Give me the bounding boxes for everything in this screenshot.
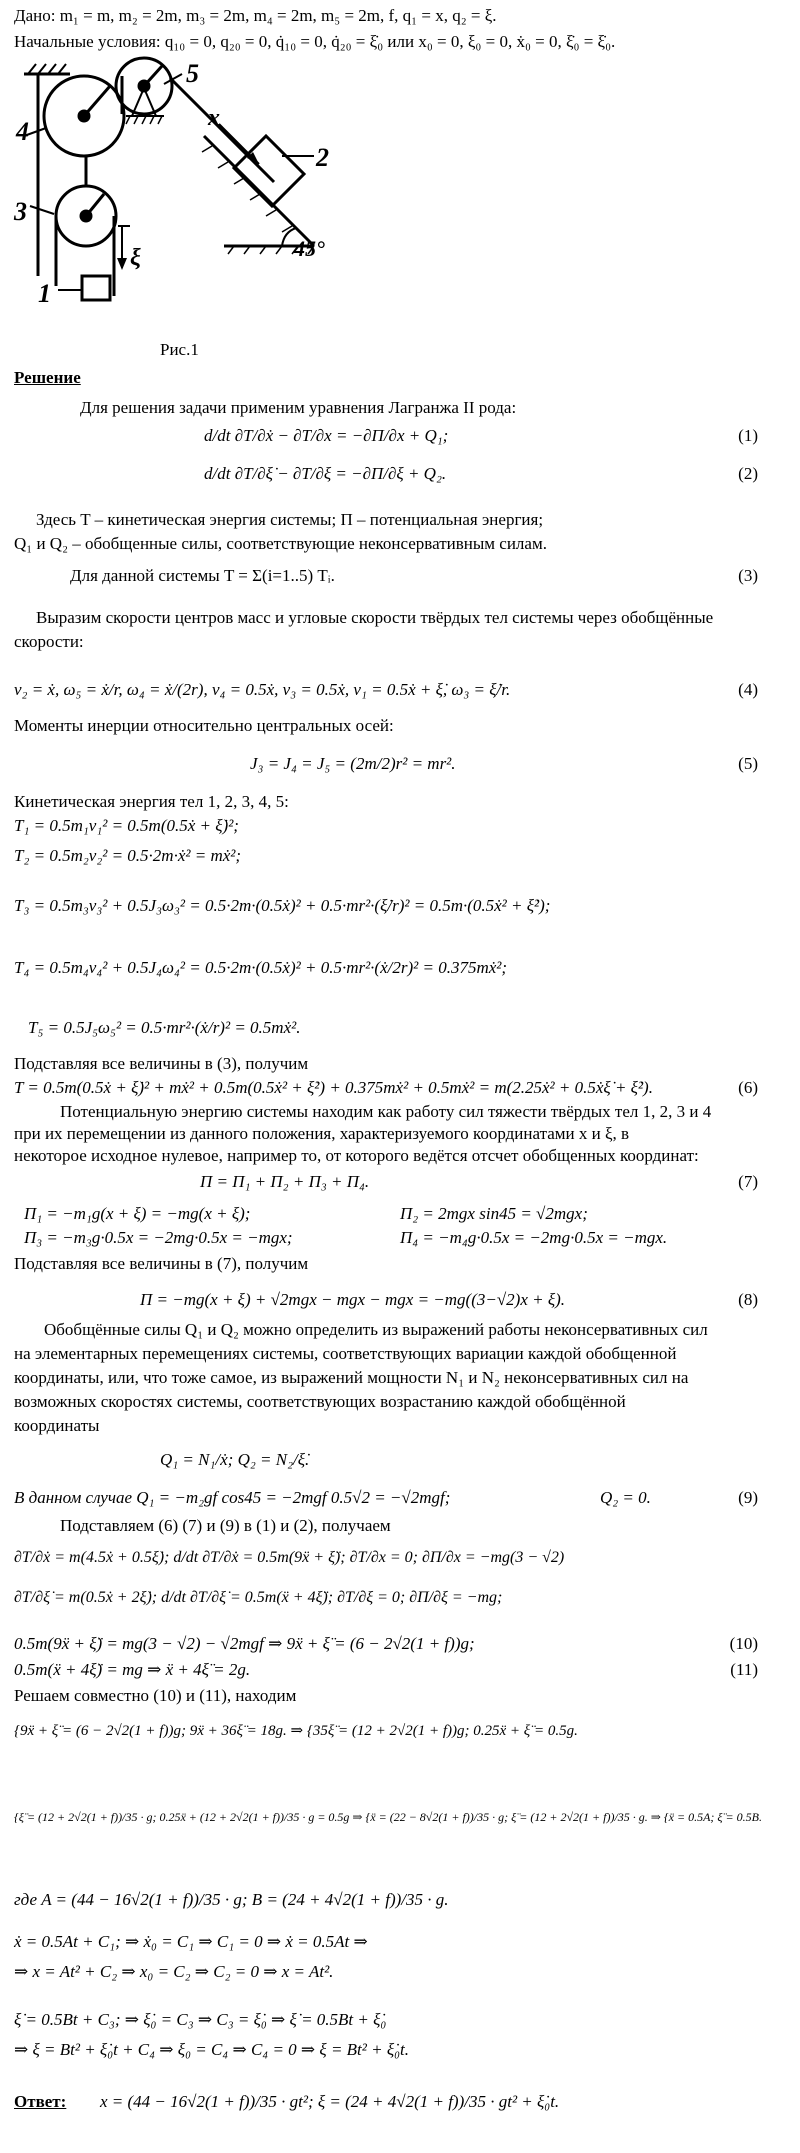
text-line: Подставляя все величины в (7), получим (14, 1254, 309, 1273)
equation: В данном случае Q₁ = −m₂gf cos45 = −2mgf 0.5√2 = −√2mgf; (14, 1488, 451, 1507)
eq-number: (6) (738, 1078, 758, 1097)
equation: T₂ = 0.5m₂v₂² = 0.5·2m·ẋ² = mẋ²; (14, 846, 242, 865)
equation: ⇒ ξ = Bt² + ξ̇₀t + C₄ ⇒ ξ₀ = C₄ ⇒ C₄ = 0 ⇒ ξ = Bt² + ξ̇₀t. (14, 2040, 410, 2059)
eq-number: (7) (738, 1172, 758, 1191)
text-line: при их перемещении из данного положения, характеризуемого координатами x и ξ, в (14, 1124, 630, 1143)
text-line: координаты (14, 1416, 100, 1435)
eq-number: (11) (730, 1660, 758, 1679)
figure-caption: Рис.1 (160, 340, 199, 359)
eq-number: (9) (738, 1488, 758, 1507)
equation: T₃ = 0.5m₃v₃² + 0.5J₃ω₃² = 0.5·2m·(0.5ẋ)² + 0.5·mr²·(ξ̇/r)² = 0.5m·(0.5ẋ² + ξ̇²); (14, 896, 551, 915)
equation: ∂T/∂ξ̇ = m(0.5ẋ + 2ξ̇); d/dt ∂T/∂ξ̇ = 0.5m(ẍ + 4ξ̈); ∂T/∂ξ = 0; ∂П/∂ξ = −mg; (14, 1589, 503, 1606)
text-line: Моменты инерции относительно центральных осей: (14, 716, 394, 735)
label-xi: ξ (130, 245, 141, 271)
equation: v₂ = ẋ, ω₅ = ẋ/r, ω₄ = ẋ/(2r), v₄ = 0.5ẋ, v₃ = 0.5ẋ, v₁ = 0.5ẋ + ξ̇, ω₃ = ξ̇/r. (14, 680, 511, 699)
label-2: 2 (316, 143, 329, 172)
text-line: на элементарных перемещениях системы, соответствующих вариации каждой обобщенной (14, 1344, 677, 1363)
given-line: Дано: m₁ = m, m₂ = 2m, m₃ = 2m, m₄ = 2m, m₅ = 2m, f, q₁ = x, q₂ = ξ. (14, 6, 497, 25)
equation: П₄ = −m₄g·0.5x = −2mg·0.5x = −mgx. (400, 1228, 668, 1247)
equation: П₁ = −m₁g(x + ξ) = −mg(x + ξ); (24, 1204, 251, 1223)
text-line: Q₁ и Q₂ – обобщенные силы, соответствующие неконсервативным силам. (14, 534, 547, 553)
equation: П₂ = 2mgx sin45 = √2mgx; (400, 1204, 588, 1223)
equation: d/dt ∂T/∂ξ̇ − ∂T/∂ξ = −∂П/∂ξ + Q₂. (204, 464, 447, 483)
equation: ẋ = 0.5At + C₁; ⇒ ẋ₀ = C₁ ⇒ C₁ = 0 ⇒ ẋ = 0.5At ⇒ (14, 1932, 368, 1951)
label-5: 5 (186, 59, 199, 88)
text-line: координаты, или, что тоже самое, из выражений мощности N₁ и N₂ неконсервативных сил на (14, 1368, 689, 1387)
equation: Для данной системы T = Σ(i=1..5) Tᵢ. (70, 566, 335, 585)
label-3: 3 (14, 197, 27, 226)
label-1: 1 (38, 279, 51, 308)
equation: {9ẍ + ξ̈ = (6 − 2√2(1 + f))g; 9ẍ + 36ξ̈ = 18g. ⇒ {35ξ̈ = (12 + 2√2(1 + f))g; 0.25ẍ + ξ̈ = 0.5g. (14, 1723, 578, 1739)
equation: Q₂ = 0. (600, 1488, 651, 1507)
text-line: Для решения задачи применим уравнения Лагранжа II рода: (80, 398, 517, 417)
eq-number: (5) (738, 754, 758, 773)
text-line: Обобщённые силы Q₁ и Q₂ можно определить из выражений работы неконсервативных сил (44, 1320, 708, 1339)
text-line: скорости: (14, 632, 84, 651)
label-x: x (208, 105, 220, 131)
mechanism-figure (14, 56, 434, 326)
answer-label: Ответ: (14, 2092, 67, 2111)
equation: T₁ = 0.5m₁v₁² = 0.5m(0.5ẋ + ξ̇)²; (14, 816, 239, 835)
initial-conditions-line: Начальные условия: q₁₀ = 0, q₂₀ = 0, q̇₁₀ = 0, q̇₂₀ = ξ̇₀ или x₀ = 0, ξ₀ = 0, ẋ₀ = 0, ξ̇₀ = ξ̇₀. (14, 32, 616, 51)
equation: где A = (44 − 16√2(1 + f))/35 · g; B = (24 + 4√2(1 + f))/35 · g. (14, 1890, 449, 1909)
text-line: возможных скоростях системы, соответствующих возрастанию каждой обобщённой (14, 1392, 626, 1411)
text-line: Потенциальную энергию системы находим как работу сил тяжести твёрдых тел 1, 2, 3 и 4 (60, 1102, 712, 1121)
text-line: Подставляя все величины в (3), получим (14, 1054, 309, 1073)
equation: П₃ = −m₃g·0.5x = −2mg·0.5x = −mgx; (24, 1228, 293, 1247)
equation: ⇒ x = At² + C₂ ⇒ x₀ = C₂ ⇒ C₂ = 0 ⇒ x = At². (14, 1962, 334, 1981)
text-line: Подставляем (6) (7) и (9) в (1) и (2), получаем (60, 1516, 391, 1535)
equation: П = −mg(x + ξ) + √2mgx − mgx − mgx = −mg((3−√2)x + ξ). (140, 1290, 566, 1309)
equation: П = П₁ + П₂ + П₃ + П₄. (200, 1172, 370, 1191)
eq-number: (8) (738, 1290, 758, 1309)
equation: {ξ̈ = (12 + 2√2(1 + f))/35 · g; 0.25ẍ + (12 + 2√2(1 + f))/35 · g = 0.5g ⇒ {ẍ = (22 − 8√2(1 + f))/35 · g; ξ̈ = (12 + 2√2(1 + f))/35 · g. ⇒ {ẍ = 0.5A; ξ̈ = 0.5B. (14, 1810, 762, 1824)
text-line: Выразим скорости центров масс и угловые скорости твёрдых тел системы через обобщённые (36, 608, 714, 627)
equation: T₄ = 0.5m₄v₄² + 0.5J₄ω₄² = 0.5·2m·(0.5ẋ)² + 0.5·mr²·(ẋ/2r)² = 0.375mẋ²; (14, 958, 508, 977)
equation: d/dt ∂T/∂ẋ − ∂T/∂x = −∂П/∂x + Q₁; (204, 426, 449, 445)
text-line: Решаем совместно (10) и (11), находим (14, 1686, 297, 1705)
text-line: некоторое исходное нулевое, например то, от которого ведётся отсчет обобщенных координат: (14, 1146, 699, 1165)
text-line: Кинетическая энергия тел 1, 2, 3, 4, 5: (14, 792, 289, 811)
eq-number: (10) (729, 1634, 758, 1653)
eq-number: (3) (738, 566, 758, 585)
equation: ξ̇ = 0.5Bt + C₃; ⇒ ξ̇₀ = C₃ ⇒ C₃ = ξ̇₀ ⇒ ξ̇ = 0.5Bt + ξ̇₀ (14, 2010, 387, 2029)
equation: ∂T/∂ẋ = m(4.5ẋ + 0.5ξ̇); d/dt ∂T/∂ẋ = 0.5m(9ẍ + ξ̈); ∂T/∂x = 0; ∂П/∂x = −mg(3 − √2) (14, 1549, 565, 1566)
text-line: Здесь T – кинетическая энергия системы; П – потенциальная энергия; (36, 510, 544, 529)
equation: J₃ = J₄ = J₅ = (2m/2)r² = mr². (250, 754, 456, 773)
eq-number: (4) (738, 680, 758, 699)
equation: 0.5m(9ẍ + ξ̈) = mg(3 − √2) − √2mgf ⇒ 9ẍ + ξ̈ = (6 − 2√2(1 + f))g; (14, 1634, 475, 1653)
label-4: 4 (16, 117, 29, 146)
equation: 0.5m(ẍ + 4ξ̈) = mg ⇒ ẍ + 4ξ̈ = 2g. (14, 1660, 251, 1679)
answer-text: x = (44 − 16√2(1 + f))/35 · gt²; ξ = (24 + 4√2(1 + f))/35 · gt² + ξ̇₀t. (100, 2092, 560, 2111)
solution-header: Решение (14, 368, 81, 387)
eq-number: (2) (738, 464, 758, 483)
equation: Q₁ = N₁/ẋ; Q₂ = N₂/ξ̇. (160, 1450, 310, 1469)
eq-number: (1) (738, 426, 758, 445)
equation: T₅ = 0.5J₅ω₅² = 0.5·mr²·(ẋ/r)² = 0.5mẋ². (28, 1018, 301, 1037)
equation: T = 0.5m(0.5ẋ + ξ̇)² + mẋ² + 0.5m(0.5ẋ² + ξ̇²) + 0.375mẋ² + 0.5mẋ² = m(2.25ẋ² + 0.5ẋξ̇ + ξ̇²). (14, 1078, 653, 1097)
label-angle: 45° (294, 236, 325, 261)
